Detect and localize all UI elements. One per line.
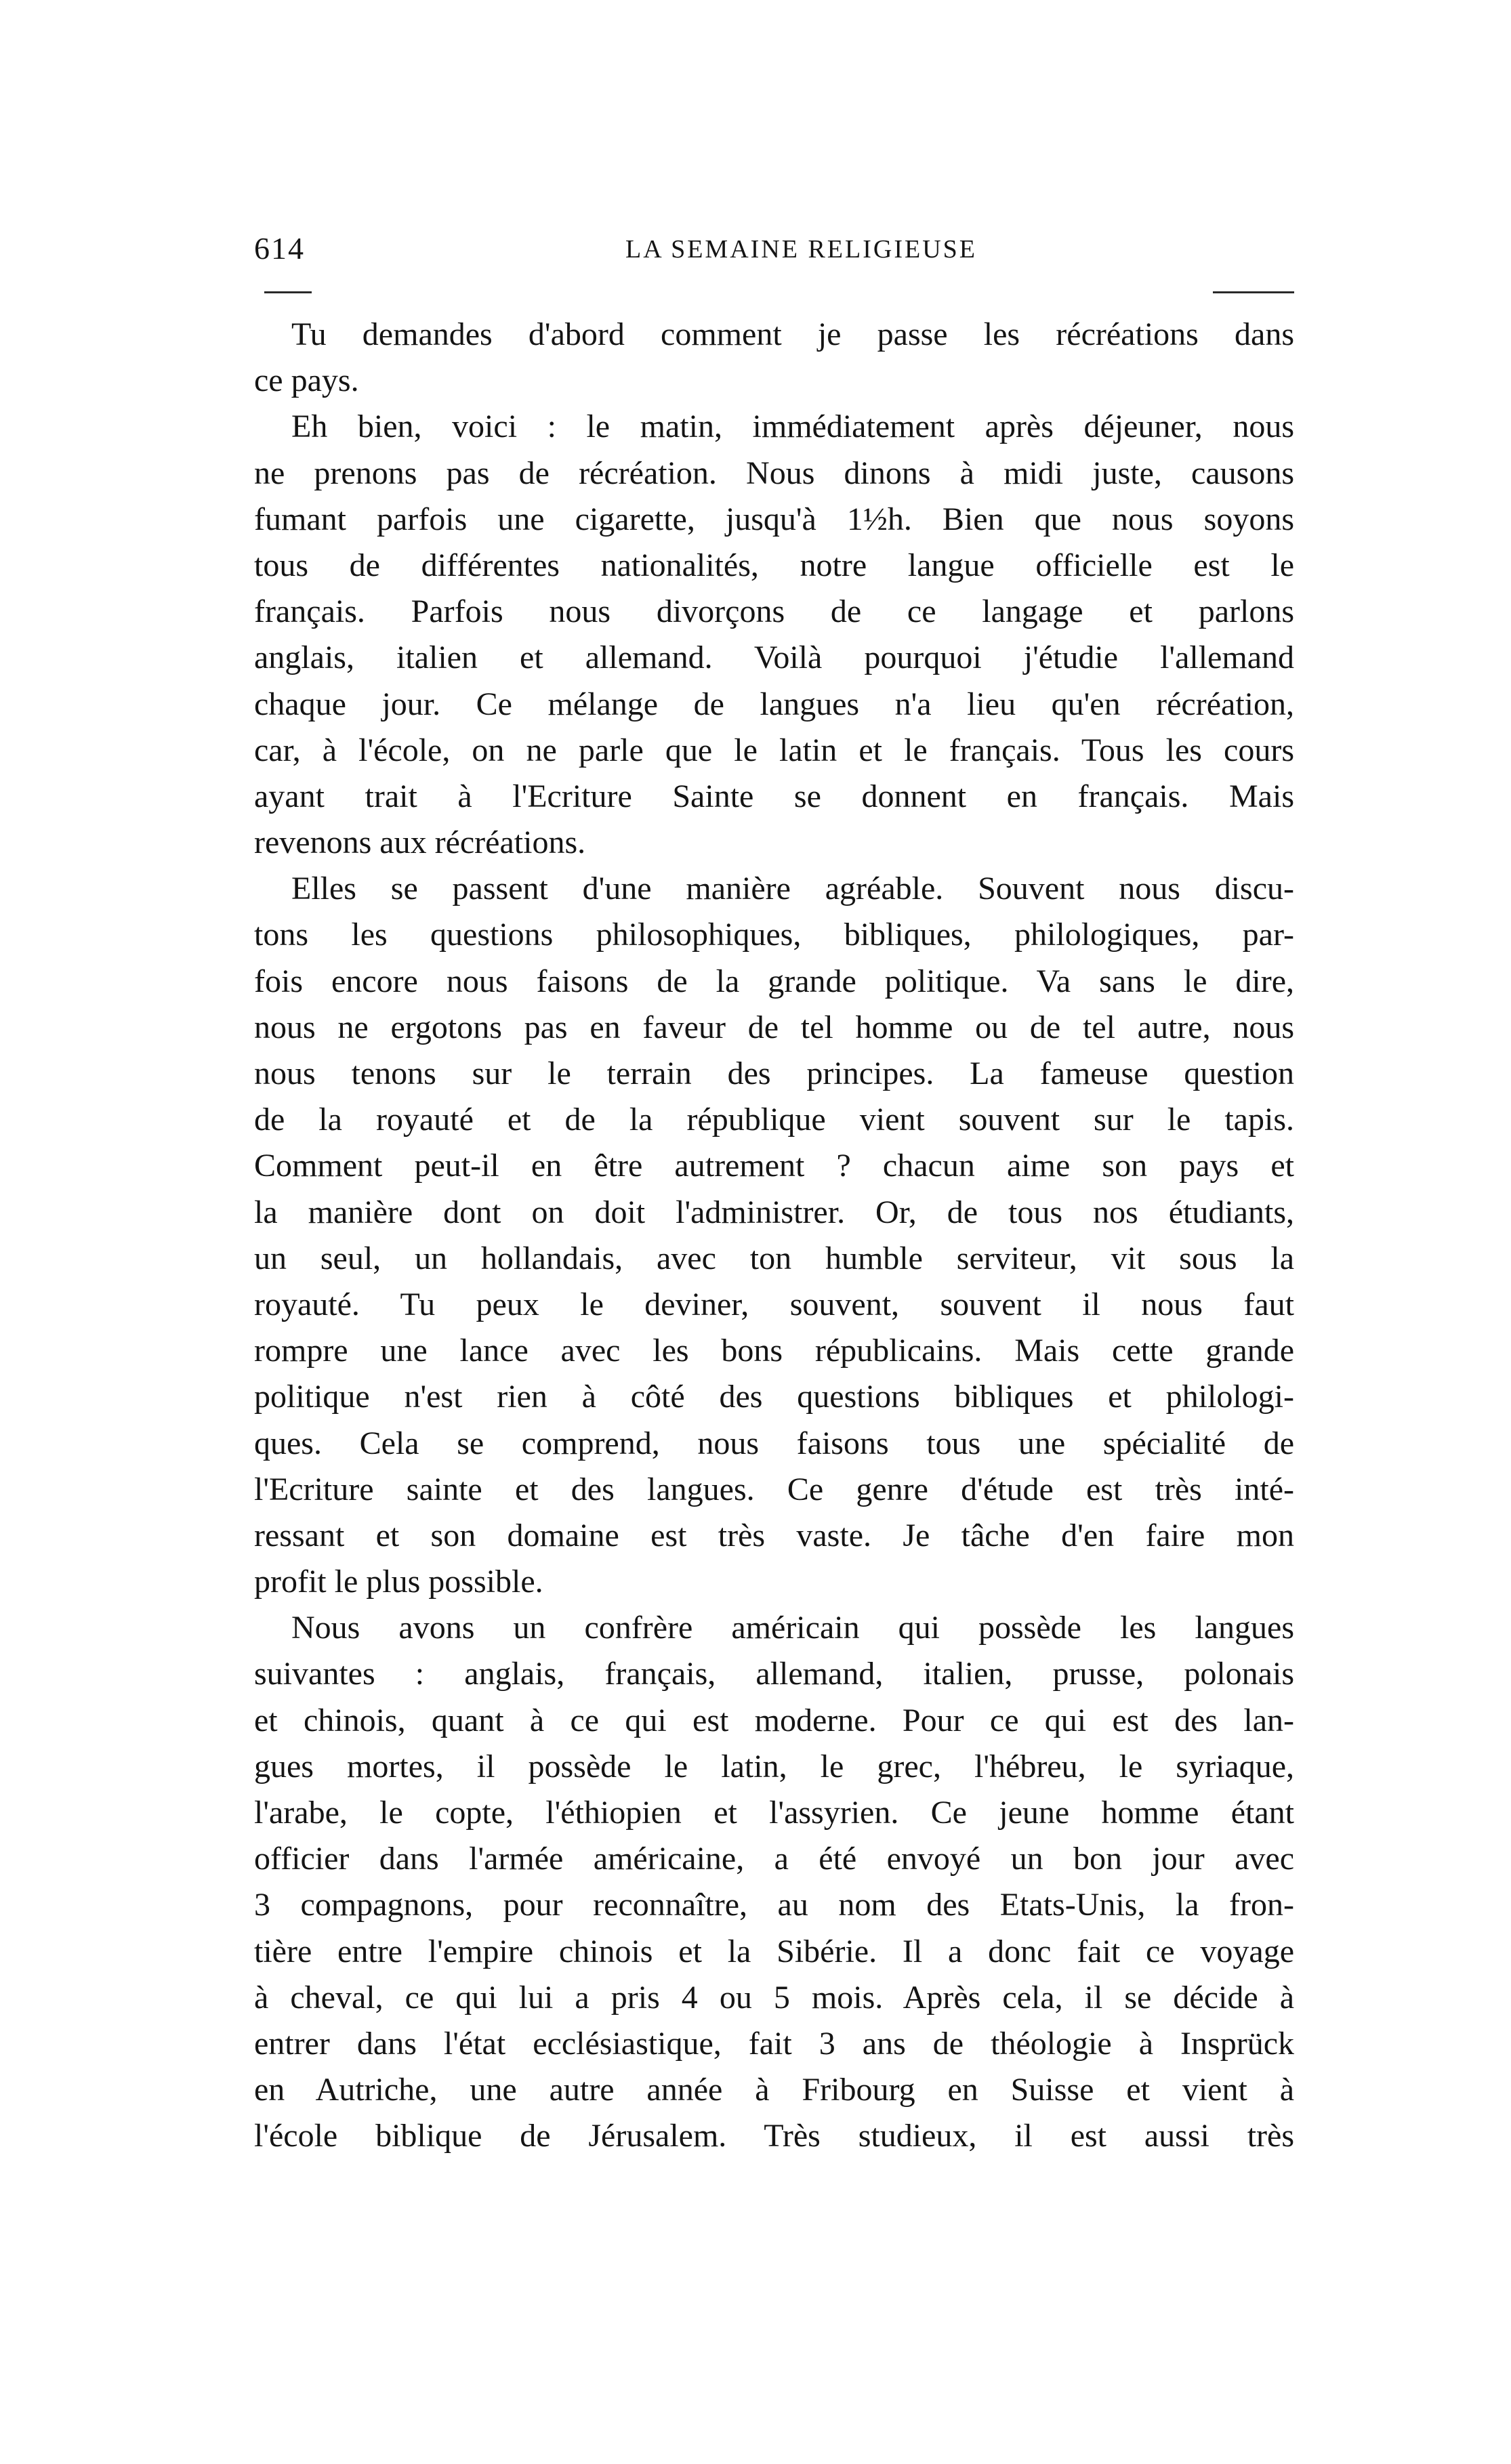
text-line: à cheval, ce qui lui a pris 4 ou 5 mois. Après cela, il se décide à	[254, 1979, 1294, 2016]
running-title: LA SEMAINE RELIGIEUSE	[625, 235, 977, 264]
text-line: tous de différentes nationalités, notre langue officielle est le	[254, 547, 1294, 583]
text-line: en Autriche, une autre année à Fribourg en Suisse et vient à	[254, 2072, 1294, 2108]
text-line: ayant trait à l'Ecriture Sainte se donnent en français. Mais	[254, 778, 1294, 814]
text-line: anglais, italien et allemand. Voilà pourquoi j'étudie l'allemand	[254, 640, 1294, 676]
text-line: entrer dans l'état ecclésiastique, fait 3 ans de théologie à Insprück	[254, 2025, 1294, 2062]
text-line: chaque jour. Ce mélange de langues n'a lieu qu'en récréation,	[254, 686, 1294, 722]
text-line: revenons aux récréations.	[254, 824, 586, 861]
text-line: rompre une lance avec les bons républicains. Mais cette grande	[254, 1333, 1294, 1369]
header-rule-left	[264, 291, 312, 293]
text-line: tons les questions philosophiques, bibliques, philologiques, par-	[254, 917, 1294, 953]
text-line: suivantes : anglais, français, allemand, italien, prusse, polonais	[254, 1656, 1294, 1692]
text-line: l'Ecriture sainte et des langues. Ce genre d'étude est très inté-	[254, 1471, 1294, 1507]
text-line: Tu demandes d'abord comment je passe les récréations dans	[291, 316, 1294, 352]
text-line: fois encore nous faisons de la grande politique. Va sans le dire,	[254, 963, 1294, 999]
text-line: gues mortes, il possède le latin, le grec, l'hébreu, le syriaque,	[254, 1748, 1294, 1784]
text-line: royauté. Tu peux le deviner, souvent, souvent il nous faut	[254, 1286, 1294, 1322]
text-line: profit le plus possible.	[254, 1564, 543, 1600]
text-line: fumant parfois une cigarette, jusqu'à 1½h. Bien que nous soyons	[254, 501, 1294, 537]
header-rule-right	[1213, 291, 1294, 293]
text-line: nous ne ergotons pas en faveur de tel homme ou de tel autre, nous	[254, 1009, 1294, 1045]
body-text	[254, 312, 1294, 2160]
text-line: l'arabe, le copte, l'éthiopien et l'assyrien. Ce jeune homme étant	[254, 1795, 1294, 1831]
text-line: Elles se passent d'une manière agréable. Souvent nous discu-	[291, 871, 1294, 907]
text-line: l'école biblique de Jérusalem. Très studieux, il est aussi très	[254, 2118, 1294, 2154]
text-line: nous tenons sur le terrain des principes. La fameuse question	[254, 1056, 1294, 1091]
text-line: ques. Cela se comprend, nous faisons tous une spécialité de	[254, 1425, 1294, 1461]
text-line: car, à l'école, on ne parle que le latin et le français. Tous les cours	[254, 732, 1294, 768]
text-line: la manière dont on doit l'administrer. Or, de tous nos étudiants,	[254, 1194, 1294, 1230]
text-line: tière entre l'empire chinois et la Sibérie. Il a donc fait ce voyage	[254, 1933, 1294, 1969]
text-line: de la royauté et de la république vient souvent sur le tapis.	[254, 1102, 1294, 1138]
text-line: Comment peut-il en être autrement ? chacun aime son pays et	[254, 1148, 1294, 1184]
text-line: un seul, un hollandais, avec ton humble serviteur, vit sous la	[254, 1240, 1294, 1276]
text-line: ne prenons pas de récréation. Nous dinons à midi juste, causons	[254, 455, 1294, 491]
text-line: politique n'est rien à côté des questions bibliques et philologi-	[254, 1379, 1294, 1415]
text-line: 3 compagnons, pour reconnaître, au nom des Etats-Unis, la fron-	[254, 1887, 1294, 1923]
page-number: 614	[254, 231, 305, 266]
page-header	[254, 230, 1294, 278]
text-line: officier dans l'armée américaine, a été envoyé un bon jour avec	[254, 1841, 1294, 1877]
text-line: ce pays.	[254, 362, 359, 399]
text-line: et chinois, quant à ce qui est moderne. Pour ce qui est des lan-	[254, 1702, 1294, 1738]
text-line: français. Parfois nous divorçons de ce langage et parlons	[254, 593, 1294, 630]
text-line: ressant et son domaine est très vaste. Je tâche d'en faire mon	[254, 1517, 1294, 1553]
text-line: Nous avons un confrère américain qui possède les langues	[291, 1610, 1294, 1646]
text-line: Eh bien, voici : le matin, immédiatement après déjeuner, nous	[291, 409, 1294, 445]
